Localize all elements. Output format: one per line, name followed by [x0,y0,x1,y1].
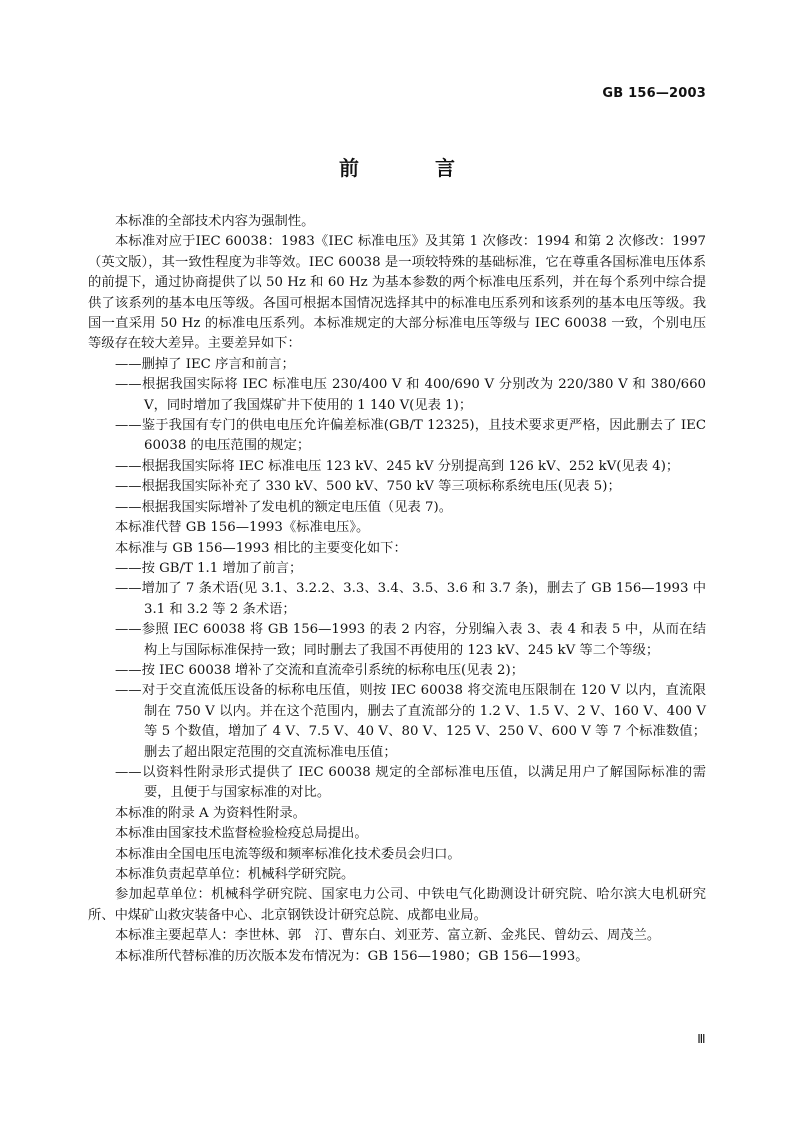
document-code: GB 156—2003 [602,86,706,101]
list-item: ——根据我国实际补充了 330 kV、500 kV、750 kV 等三项标称系统电压(见表 5)； [115,479,621,495]
paragraph: 本标准所代替标准的历次版本发布情况为：GB 156—1980；GB 156—1993。 [115,948,589,964]
list-item: ——删掉了 IEC 序言和前言； [115,356,295,372]
list-item: ——按 GB/T 1.1 增加了前言； [115,560,303,576]
page-number: Ⅲ [697,1032,706,1046]
paragraph: 本标准由全国电压电流等级和频率标准化技术委员会归口。 [115,846,461,862]
list-item: ——按 IEC 60038 增补了交流和直流牵引系统的标称电压(见表 2)； [115,662,525,678]
foreword-body [88,212,706,967]
paragraph: 本标准的全部技术内容为强制性。 [115,214,315,229]
paragraph: 本标准与 GB 156—1993 相比的主要变化如下： [115,540,407,556]
list-item: ——以资料性附录形式提供了 IEC 60038 规定的全部标准电压值，以满足用户了解国际标准的需要，且便于与国家标准的对比。 [115,764,706,801]
paragraph: 本标准代替 GB 156—1993《标准电压》。 [115,520,370,536]
paragraph: 本标准由国家技术监督检验检疫总局提出。 [115,826,368,842]
list-item: ——鉴于我国有专门的供电电压允许偏差标准(GB/T 12325)，且技术要求更严格，因此删去了 IEC 60038 的电压范围的规定； [115,418,706,454]
list-item: ——根据我国实际将 IEC 标准电压 123 kV、245 kV 分别提高到 126 kV、252 kV(见表 4)； [115,458,680,474]
paragraph: 本标准的附录 A 为资料性附录。 [115,805,306,821]
page-title: 前 言 [339,156,483,180]
paragraph: 本标准主要起草人：李世林、郭 汀、曹东白、刘亚芳、富立新、金兆民、曾幼云、周茂兰。 [115,928,661,944]
paragraph: 参加起草单位：机械科学研究院、国家电力公司、中铁电气化勘测设计研究院、哈尔滨大电机研究所、中煤矿山救灾装备中心、北京钢铁设计研究总院、成都电业局。 [88,887,706,923]
list-item: ——根据我国实际增补了发电机的额定电压值（见表 7)。 [115,499,452,515]
list-item: ——对于交直流低压设备的标称电压值，则按 IEC 60038 将交流电压限制在 120 V 以内，直流限制在 750 V 以内。并在这个范围内，删去了直流部分的 1.2 V、1.5 V、2 V、160 V、400 V 等 5 个数值，增加了 4 V、7.5 V、40 V、80 V、125 V、250 V、600 V 等 7 个标准数值；删去了超出限定范围的交直流标准电压值； [115,683,706,760]
list-item: ——根据我国实际将 IEC 标准电压 230/400 V 和 400/690 V 分别改为 220/380 V 和 380/660 V，同时增加了我国煤矿井下使用的 1 140 V(见表 1)； [115,377,706,413]
list-item: ——参照 IEC 60038 将 GB 156—1993 的表 2 内容，分别编入表 3、表 4 和表 5 中，从而在结构上与国际标准保持一致；同时删去了我国不再使用的 123 kV、245 kV 等二个等级； [115,622,706,658]
list-item: ——增加了 7 条术语(见 3.1、3.2.2、3.3、3.4、3.5、3.6 和 3.7 条)，删去了 GB 156—1993 中 3.1 和 3.2 等 2 条术语； [115,581,706,617]
paragraph: 本标准负责起草单位：机械科学研究院。 [115,867,355,882]
paragraph: 本标准对应于IEC 60038：1983《IEC 标准电压》及其第 1 次修改：1994 和第 2 次修改：1997（英文版），其一致性程度为非等效。IEC 60038 是一项较特殊的基础标准，它在尊重各国标准电压体系的前提下，通过协商提供了以 50 Hz 和 60 Hz 为基本参数的两个标准电压系列，并在每个系列中综合提供了该系列的基本电压等级。各国可根据本国情况选择其中的标准电压系列和该系列的基本电压等级。我国一直采用 50 Hz 的标准电压系列。本标准规定的大部分标准电压等级与 IEC 60038 一致，个别电压等级存在较大差异。主要差异如下： [88,234,707,352]
